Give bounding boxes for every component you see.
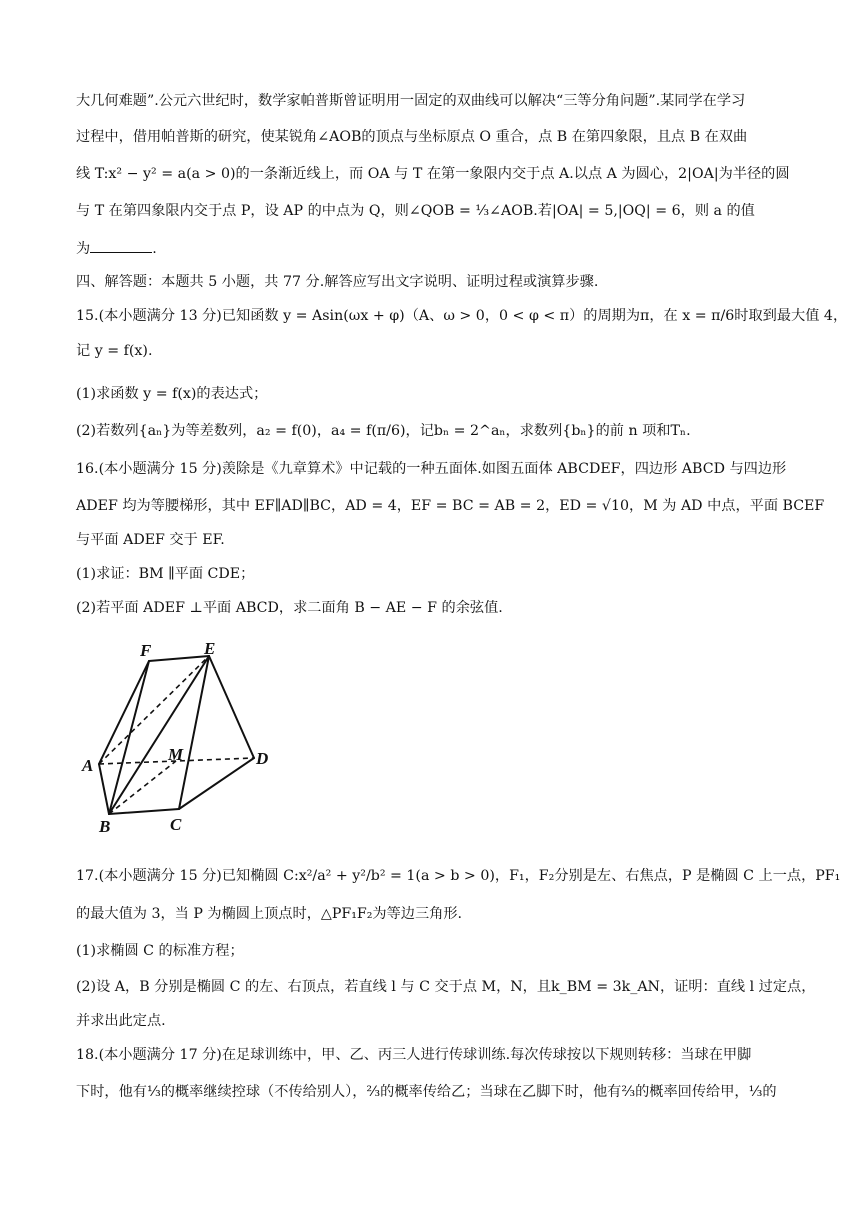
text-line: 过程中，借用帕普斯的研究，使某锐角∠AOB的顶点与坐标原点 O 重合，点 B 在第四象限，且点 B 在双曲 [76,129,748,145]
problem-15-part-1: (1)求函数 y = f(x)的表达式； [76,386,268,402]
edge-fb [109,661,149,814]
vertex-label-f: F [140,641,152,660]
answer-line [76,238,796,259]
edge-fe [149,656,209,661]
problem-16-stem: 16.(本小题满分 15 分)羡除是《九章算术》中记载的一种五面体.如图五面体 ABCDEF，四边形 ABCD 与四边形 [76,461,787,477]
vertex-label-c: C [170,815,182,834]
problem-16-part-2: (2)若平面 ADEF ⊥平面 ABCD，求二面角 B − AE − F 的余弦值. [76,600,503,616]
pentahedron-diagram [76,634,306,844]
vertex-label-m: M [168,745,184,764]
edge-bm-hidden [109,761,176,814]
vertex-label-b: B [99,817,111,836]
problem-17-part-1: (1)求椭圆 C 的标准方程； [76,943,244,959]
vertex-label-e: E [204,639,216,658]
text-line: ADEF 均为等腰梯形，其中 EF∥AD∥BC，AD = 4，EF = BC = AB = 2，ED = √10，M 为 AD 中点，平面 BCEF [76,498,825,514]
section-heading: 四、解答题：本题共 5 小题，共 77 分.解答应写出文字说明、证明过程或演算步骤. [76,274,599,290]
answer-prefix: 为 [76,241,91,257]
edge-bc [109,809,179,814]
answer-blank [90,238,152,253]
edge-ae-hidden [99,656,209,764]
problem-15-stem: 15.(本小题满分 13 分)已知函数 y = Asin(ωx + φ)（A、ω > 0，0 < φ < π）的周期为π，在 x = π/6时取到最大值 4， [76,308,848,324]
text-line: 大几何难题”.公元六世纪时，数学家帕普斯曾证明用一固定的双曲线可以解决“三等分角问题”.某同学在学习 [76,93,746,109]
edge-ed [209,656,254,758]
problem-16-part-1: (1)求证：BM ∥平面 CDE； [76,566,255,582]
vertex-label-d: D [256,749,269,768]
problem-18-stem: 18.(本小题满分 17 分)在足球训练中，甲、乙、丙三人进行传球训练.每次传球按以下规则转移：当球在甲脚 [76,1047,752,1063]
text-line: 的最大值为 3，当 P 为椭圆上顶点时，△PF₁F₂为等边三角形. [76,906,463,922]
pentahedron-figure [76,634,306,844]
answer-suffix: . [152,241,157,257]
text-line: 与平面 ADEF 交于 EF. [76,532,225,548]
edge-fa [99,661,149,764]
vertex-label-a: A [82,756,94,775]
text-line: 与 T 在第四象限内交于点 P，设 AP 的中点为 Q，则∠QOB = ⅓∠AOB.若|OA| = 5,|OQ| = 6，则 a 的值 [76,203,755,219]
problem-17-stem: 17.(本小题满分 15 分)已知椭圆 C:x²/a² + y²/b² = 1(a > b > 0)，F₁，F₂分别是左、右焦点，P 是椭圆 C 上一点，PF₁ [76,868,841,884]
edge-cd [179,758,254,809]
text-line: 记 y = f(x). [76,343,153,359]
text-line: 并求出此定点. [76,1013,166,1029]
text-line: 下时，他有⅓的概率继续控球（不传给别人），⅔的概率传给乙；当球在乙脚下时，他有⅔的概率回传给甲，⅓的 [76,1084,777,1100]
text-line: 线 T:x² − y² = a(a > 0)的一条渐近线上，而 OA 与 T 在第一象限内交于点 A.以点 A 为圆心，2|OA|为半径的圆 [76,166,790,182]
edge-ab [99,764,109,814]
problem-15-part-2: (2)若数列{aₙ}为等差数列，a₂ = f(0)，a₄ = f(π/6)，记bₙ = 2^aₙ，求数列{bₙ}的前 n 项和Tₙ. [76,423,691,439]
problem-17-part-2: (2)设 A，B 分别是椭圆 C 的左、右顶点，若直线 l 与 C 交于点 M，N，且k_BM = 3k_AN，证明：直线 l 过定点， [76,979,816,995]
